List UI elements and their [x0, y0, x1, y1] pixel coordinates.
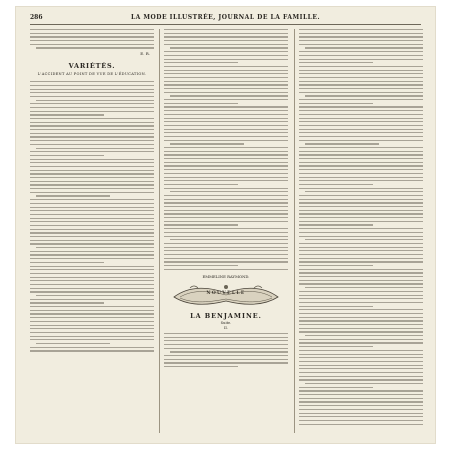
text-line: [30, 243, 154, 244]
text-line: [30, 89, 154, 90]
text-line: [305, 95, 423, 96]
text-block-article: [30, 81, 154, 226]
text-line: [299, 136, 423, 137]
text-line: [299, 106, 423, 107]
text-line: [299, 217, 423, 218]
page-number: 286: [30, 14, 43, 21]
text-line: [164, 195, 288, 196]
text-line: [30, 350, 154, 351]
text-line: [36, 47, 154, 48]
text-line: [305, 287, 423, 288]
page-header: [30, 13, 421, 23]
text-line: [30, 181, 154, 182]
text-line: [30, 144, 154, 145]
text-line: [299, 394, 423, 395]
story-subtitle: Suite.: [220, 320, 232, 325]
text-line: [299, 409, 423, 410]
text-line: [299, 55, 423, 56]
text-line: [30, 159, 154, 160]
text-line: [299, 224, 373, 225]
banner-label: NOUVELLE: [206, 290, 246, 296]
text-line: [164, 118, 288, 119]
text-line: [299, 250, 423, 251]
text-line: [299, 309, 423, 310]
text-column-right: [299, 29, 423, 433]
text-line: [164, 132, 288, 133]
text-line: [299, 165, 423, 166]
text-line: [30, 184, 154, 185]
text-line: [30, 118, 154, 119]
text-line: [299, 372, 423, 373]
text-line: [299, 361, 423, 362]
text-line: [299, 118, 423, 119]
text-line: [299, 342, 423, 343]
text-line: [299, 81, 423, 82]
text-block-right: [299, 29, 423, 425]
text-line: [299, 77, 423, 78]
text-line: [164, 36, 288, 37]
text-line: [164, 103, 238, 104]
text-line: [30, 114, 104, 115]
text-line: [30, 192, 154, 193]
text-line: [30, 103, 154, 104]
text-line: [299, 125, 423, 126]
text-line: [299, 228, 423, 229]
text-line: [164, 114, 288, 115]
text-line: [164, 129, 288, 130]
text-line: [164, 110, 288, 111]
text-line: [164, 140, 288, 141]
text-line: [299, 376, 423, 377]
text-line: [164, 84, 288, 85]
header-rule: [30, 24, 421, 25]
text-line: [299, 173, 423, 174]
text-line: [30, 254, 154, 255]
text-line: [299, 92, 423, 93]
text-block-middle: [164, 29, 288, 270]
text-line: [299, 272, 423, 273]
text-line: [299, 84, 423, 85]
text-line: [30, 306, 154, 307]
text-line: [299, 276, 423, 277]
text-line: [164, 88, 288, 89]
text-line: [36, 100, 154, 101]
text-line: [164, 165, 288, 166]
text-line: [164, 355, 288, 356]
text-line: [299, 158, 423, 159]
text-line: [299, 206, 423, 207]
text-line: [299, 236, 423, 237]
text-line: [299, 147, 423, 148]
text-line: [170, 239, 288, 240]
text-line: [299, 73, 423, 74]
text-line: [299, 129, 423, 130]
text-line: [164, 224, 238, 225]
text-line: [299, 243, 423, 244]
text-line: [164, 340, 288, 341]
text-line: [164, 348, 288, 349]
text-line: [30, 40, 154, 41]
text-line: [164, 247, 288, 248]
text-line: [164, 99, 288, 100]
text-line: [164, 180, 288, 181]
text-line: [30, 317, 154, 318]
text-line: [299, 195, 423, 196]
text-line: [30, 339, 154, 340]
text-line: [299, 40, 423, 41]
text-line: [299, 66, 423, 67]
text-line: [30, 280, 154, 281]
text-line: [164, 55, 288, 56]
text-line: [299, 398, 423, 399]
text-line: [30, 262, 104, 263]
text-line: [305, 239, 423, 240]
text-line: [30, 325, 154, 326]
column-divider: [294, 29, 295, 433]
text-line: [299, 121, 423, 122]
text-line: [299, 169, 423, 170]
section-title: VARIÉTÉS.: [68, 62, 116, 71]
text-line: [299, 313, 423, 314]
text-line: [299, 269, 423, 270]
text-line: [164, 121, 288, 122]
text-line: [30, 273, 154, 274]
text-line: [30, 140, 154, 141]
text-line: [299, 261, 423, 262]
text-line: [30, 166, 154, 167]
text-line: [36, 247, 154, 248]
text-line: [36, 295, 154, 296]
text-line: [164, 73, 288, 74]
text-line: [170, 47, 288, 48]
text-line: [30, 225, 154, 226]
text-line: [164, 188, 288, 189]
text-line: [30, 229, 154, 230]
text-line: [30, 284, 154, 285]
text-line: [164, 173, 288, 174]
text-line: [299, 295, 423, 296]
text-line: [30, 199, 154, 200]
text-line: [299, 405, 423, 406]
text-line: [164, 29, 288, 30]
text-line: [299, 387, 373, 388]
text-line: [164, 213, 288, 214]
text-line: [30, 162, 154, 163]
text-line: [170, 351, 288, 352]
text-line: [299, 283, 423, 284]
text-line: [164, 33, 288, 34]
text-line: [299, 291, 423, 292]
text-line: [299, 132, 423, 133]
text-line: [164, 228, 288, 229]
text-line: [164, 243, 288, 244]
text-line: [164, 158, 288, 159]
text-line: [30, 291, 154, 292]
text-line: [30, 302, 104, 303]
text-line: [30, 36, 154, 37]
text-line: [299, 317, 423, 318]
text-line: [305, 47, 423, 48]
text-block-intro: [30, 29, 154, 49]
text-line: [30, 129, 154, 130]
text-line: [30, 96, 154, 97]
text-line: [299, 324, 423, 325]
text-line: [305, 383, 423, 384]
text-block-story: [164, 333, 288, 367]
text-line: [299, 280, 423, 281]
text-line: [299, 346, 373, 347]
text-line: [30, 214, 154, 215]
text-line: [299, 88, 423, 89]
ornament-banner-icon: [170, 283, 282, 309]
text-line: [164, 362, 288, 363]
text-line: [164, 221, 288, 222]
text-line: [299, 390, 423, 391]
text-line: [30, 173, 154, 174]
text-line: [299, 298, 423, 299]
text-line: [30, 269, 154, 270]
text-line: [299, 199, 423, 200]
text-line: [30, 44, 154, 45]
text-line: [299, 162, 423, 163]
text-line: [30, 321, 154, 322]
text-line: [164, 136, 288, 137]
text-line: [299, 114, 423, 115]
text-line: [30, 332, 154, 333]
column-divider: [159, 29, 160, 433]
text-column-left: [30, 29, 154, 433]
text-line: [305, 335, 423, 336]
text-line: [299, 44, 423, 45]
text-line: [164, 210, 288, 211]
nouvelle-banner: [170, 283, 282, 309]
text-line: [299, 254, 423, 255]
text-line: [164, 366, 238, 367]
text-line: [299, 247, 423, 248]
text-line: [299, 151, 423, 152]
text-line: [299, 368, 423, 369]
text-line: [164, 40, 288, 41]
text-line: [299, 306, 373, 307]
text-line: [30, 107, 154, 108]
text-line: [299, 103, 373, 104]
text-line: [299, 354, 423, 355]
text-line: [164, 236, 288, 237]
text-line: [30, 33, 154, 34]
newspaper-page: [15, 6, 436, 444]
text-line: [299, 328, 423, 329]
text-line: [164, 154, 288, 155]
text-line: [30, 236, 154, 237]
text-line: [299, 365, 423, 366]
text-line: [30, 258, 154, 259]
text-line: [299, 416, 423, 417]
text-line: [164, 59, 288, 60]
text-line: [30, 210, 154, 211]
text-line: [164, 44, 288, 45]
text-line: [299, 184, 373, 185]
text-line: [30, 29, 154, 30]
text-line: [164, 269, 288, 270]
text-line: [299, 424, 423, 425]
text-line: [30, 232, 154, 233]
text-line: [36, 148, 154, 149]
text-line: [299, 213, 423, 214]
author-signature: EMMELINE RAYMOND.: [202, 273, 250, 279]
text-line: [164, 337, 288, 338]
text-line: [30, 170, 154, 171]
text-line: [164, 77, 288, 78]
text-line: [30, 328, 154, 329]
text-line: [30, 136, 154, 137]
story-title: LA BENJAMINE.: [190, 311, 262, 320]
text-line: [299, 180, 423, 181]
text-line: [164, 359, 288, 360]
text-line: [164, 151, 288, 152]
text-line: [30, 207, 154, 208]
text-block-article-cont: [30, 229, 154, 352]
text-line: [299, 232, 423, 233]
text-line: [164, 162, 288, 163]
text-line: [164, 217, 288, 218]
section-subtitle: L'ACCIDENT AU POINT DE VUE DE L'ÉDUCATION.: [37, 72, 147, 77]
text-line: [299, 331, 423, 332]
text-line: [30, 277, 154, 278]
text-line: [30, 85, 154, 86]
text-line: [30, 218, 154, 219]
text-line: [299, 36, 423, 37]
text-line: [30, 299, 154, 300]
text-line: [299, 320, 423, 321]
text-line: [30, 188, 154, 189]
text-line: [30, 155, 104, 156]
text-line: [299, 210, 423, 211]
text-line: [30, 288, 154, 289]
text-line: [299, 357, 423, 358]
text-line: [30, 92, 154, 93]
signature-initials: E. R.: [140, 51, 150, 57]
text-line: [164, 70, 288, 71]
text-line: [164, 265, 238, 266]
text-line: [299, 33, 423, 34]
text-line: [164, 344, 288, 345]
chapter-number: II.: [224, 325, 228, 330]
text-line: [299, 221, 423, 222]
text-line: [170, 95, 288, 96]
text-line: [164, 125, 288, 126]
text-line: [299, 110, 423, 111]
text-line: [170, 143, 244, 144]
text-line: [30, 122, 154, 123]
text-line: [30, 310, 154, 311]
text-line: [164, 258, 288, 259]
text-line: [164, 177, 288, 178]
text-line: [299, 258, 423, 259]
text-line: [30, 203, 154, 204]
text-line: [299, 140, 423, 141]
text-line: [299, 99, 423, 100]
text-line: [164, 199, 288, 200]
text-line: [30, 177, 154, 178]
text-line: [299, 413, 423, 414]
text-line: [164, 184, 238, 185]
text-line: [299, 177, 423, 178]
text-line: [164, 147, 288, 148]
text-line: [164, 202, 288, 203]
text-line: [164, 169, 288, 170]
text-line: [299, 339, 423, 340]
text-line: [164, 206, 288, 207]
text-line: [164, 232, 288, 233]
text-line: [30, 81, 154, 82]
text-line: [299, 265, 373, 266]
text-line: [30, 240, 154, 241]
text-line: [299, 154, 423, 155]
text-line: [36, 343, 110, 344]
text-line: [164, 51, 288, 52]
text-line: [299, 420, 423, 421]
text-line: [30, 313, 154, 314]
text-line: [170, 191, 288, 192]
text-line: [30, 111, 154, 112]
text-line: [164, 62, 238, 63]
text-line: [30, 336, 154, 337]
text-line: [164, 333, 288, 334]
text-line: [299, 59, 423, 60]
text-line: [299, 379, 423, 380]
text-line: [164, 66, 288, 67]
text-line: [30, 125, 154, 126]
text-line: [30, 266, 154, 267]
text-line: [164, 254, 288, 255]
text-line: [299, 401, 423, 402]
text-line: [299, 188, 423, 189]
text-line: [164, 81, 288, 82]
text-line: [164, 106, 288, 107]
text-line: [299, 51, 423, 52]
text-line: [164, 261, 288, 262]
text-line: [30, 347, 154, 348]
text-line: [30, 151, 154, 152]
text-line: [30, 221, 154, 222]
text-line: [305, 191, 423, 192]
text-line: [30, 133, 154, 134]
text-line: [299, 62, 373, 63]
text-line: [36, 195, 110, 196]
text-line: [164, 250, 288, 251]
text-line: [164, 92, 288, 93]
text-column-middle: [164, 29, 288, 433]
text-line: [30, 251, 154, 252]
journal-title: LA MODE ILLUSTRÉE, JOURNAL DE LA FAMILLE.: [130, 14, 321, 21]
text-line: [299, 70, 423, 71]
text-line: [305, 143, 379, 144]
text-line: [299, 29, 423, 30]
text-line: [299, 350, 423, 351]
text-line: [299, 302, 423, 303]
text-line: [299, 202, 423, 203]
